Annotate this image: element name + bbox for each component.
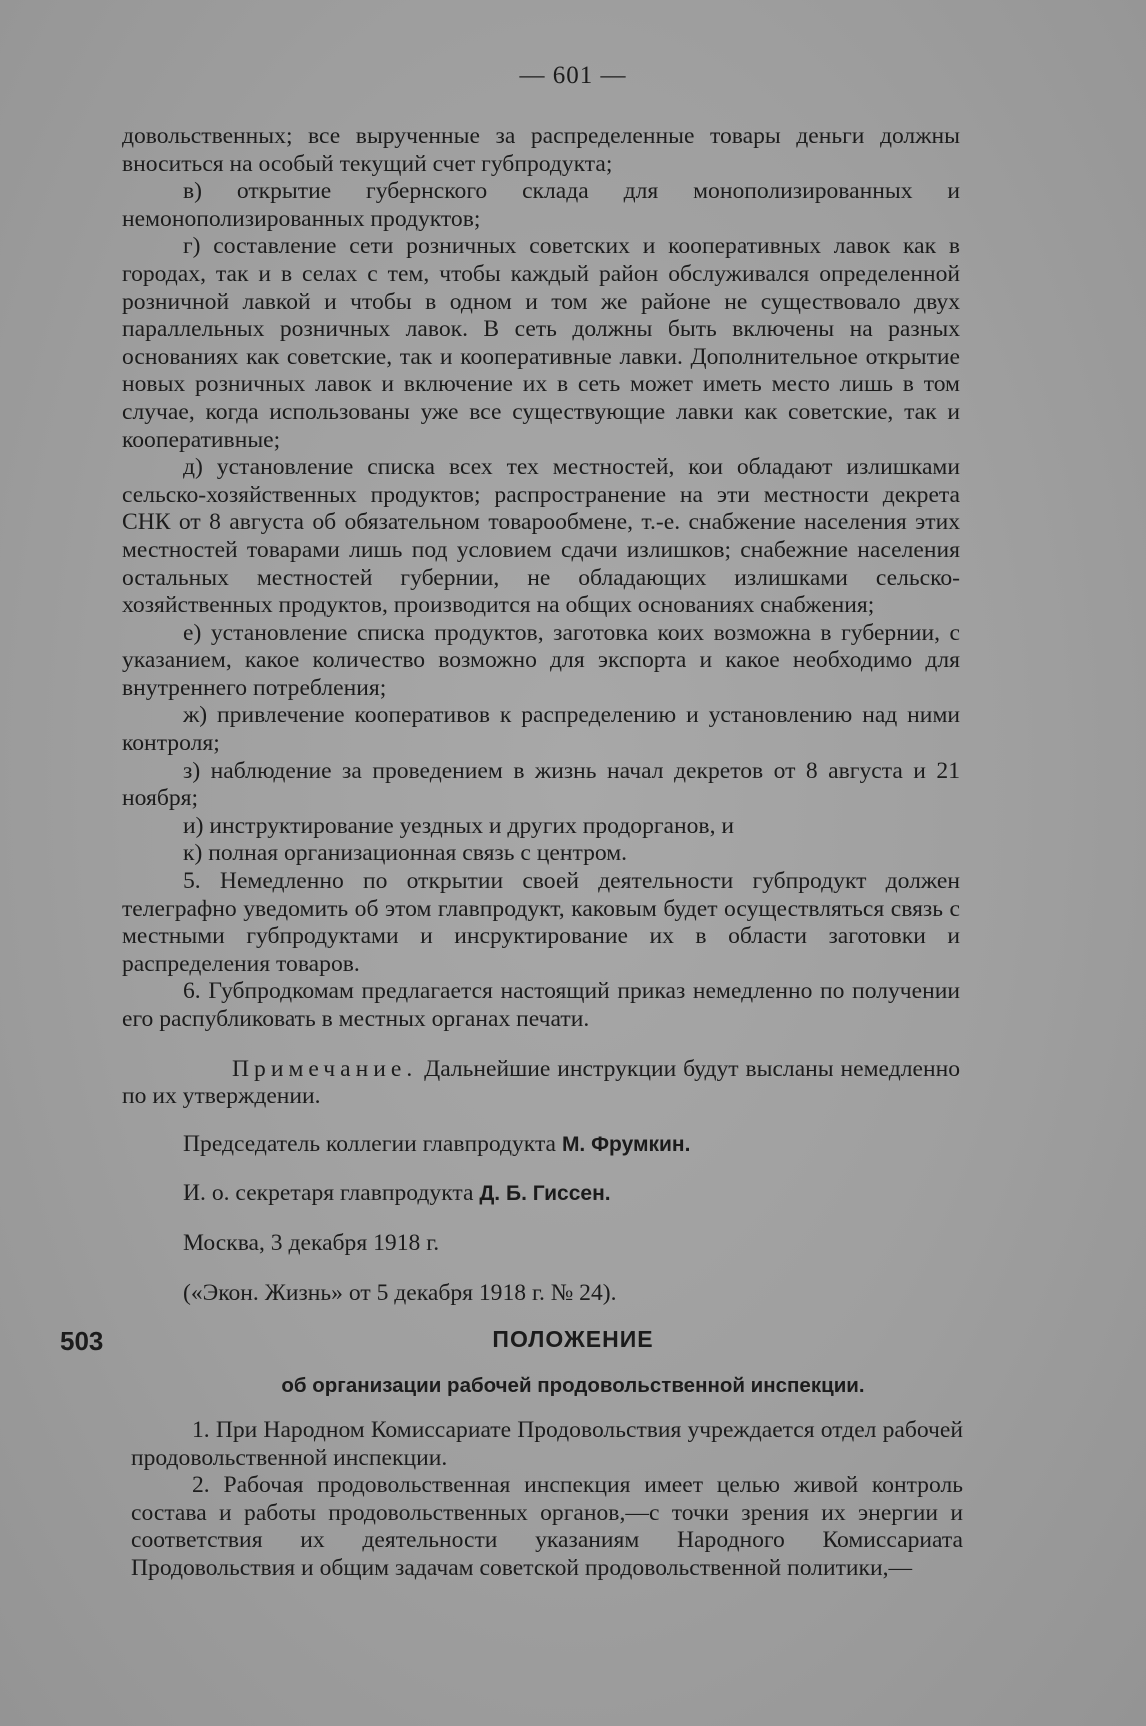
signature-chairman-name: М. Фрумкин. [561, 1132, 691, 1156]
paragraph-item-zh: ж) привлечение кооперативов к распределению и установлению над ними контроля; [122, 702, 960, 757]
regulation-paragraph-1: 1. При Народном Комиссариате Продовольствия учреждается отдел рабочей продовольственной инспекции. [131, 1417, 963, 1471]
page-number: — 601 — [519, 62, 627, 89]
signature-secretary-title: И. о. секретаря главпродукта [183, 1180, 480, 1207]
regulation-text-block [131, 1417, 963, 1583]
paragraph-item-v: в) открытие губернского склада для монополизированных и немонополизированных продуктов; [122, 178, 960, 232]
document-number: 503 [60, 1326, 104, 1356]
signature-secretary [122, 1180, 960, 1208]
signature-secretary-name: Д. Б. Гиссен. [479, 1182, 611, 1206]
note [122, 1056, 960, 1111]
note-text: Дальнейшие инструкции будут высланы немедленно по их утверждении. [122, 1055, 960, 1110]
signature-chairman [122, 1131, 960, 1159]
source-citation: («Экон. Жизнь» от 5 декабря 1918 г. № 24). [183, 1279, 617, 1306]
document-title: ПОЛОЖЕНИЕ [492, 1326, 654, 1352]
paragraph-item-k: к) полная организационная связь с центром. [183, 840, 628, 867]
paragraph-item-e: е) установление списка продуктов, заготовка коих возможна в губернии, с указанием, какое количество возможно для экспорта и какое необходимо для внутреннего потребления; [122, 619, 960, 701]
signature-chairman-title: Председатель коллегии главпродукта [183, 1130, 562, 1157]
main-text-block [122, 123, 960, 1307]
document-subtitle: об организации рабочей продовольственной инспекции. [281, 1374, 865, 1397]
paragraph-point-5: 5. Немедленно по открытии своей деятельности губпродукт должен телеграфно уведомить об этом главпродукт, каковым будет осуществляться связь с местными губпродуктами и инсруктирование их в области заготовки и распределения товаров. [122, 868, 960, 977]
regulation-paragraph-2: 2. Рабочая продовольственная инспекция имеет целью живой контроль состава и работы продовольственных органов,—с точки зрения их энергии и соответствия их деятельности указаниям Народного Комиссариата Продовольствия и общим задачам советской продовольственной политики,— [131, 1472, 963, 1581]
paragraph-continuation: довольственных; все вырученные за распределенные товары деньги должны вноситься на особый текущий счет губпродукта; [122, 123, 960, 177]
paragraph-item-g: г) составление сети розничных советских и кооперативных лавок как в городах, так и в селах с тем, чтобы каждый район обслуживался определенной розничной лавкой и чтобы в одном и том же районе не существовало двух параллельных розничных лавок. В сеть должны быть включены на разных основаниях как советские, так и кооперативные лавки. Дополнительное открытие новых розничных лавок и включение их в сеть может иметь место лишь в том случае, когда использованы уже все существующие лавки как советские, так и кооперативные; [122, 233, 960, 453]
paragraph-item-i: и) инструктирование уездных и других продорганов, и [183, 812, 734, 839]
note-label: Примечание. [232, 1055, 418, 1082]
paragraph-point-6: 6. Губпродкомам предлагается настоящий приказ немедленно по получении его распубликовать в местных органах печати. [122, 978, 960, 1032]
place-date: Москва, 3 декабря 1918 г. [183, 1229, 440, 1256]
paragraph-item-d: д) установление списка всех тех местностей, кои обладают излишками сельско-хозяйственных продуктов; распространение на эти местности декрета СНК от 8 августа об обязательном товарообмене, т.-е. снабжение населения этих местностей товарами лишь под условием сдачи излишков; снабежние населения остальных местностей губернии, не обладающих излишками сельско-хозяйственных продуктов, производится на общих основаниях снабжения; [122, 454, 960, 619]
paragraph-item-z: з) наблюдение за проведением в жизнь начал декретов от 8 августа и 21 ноября; [122, 757, 960, 812]
